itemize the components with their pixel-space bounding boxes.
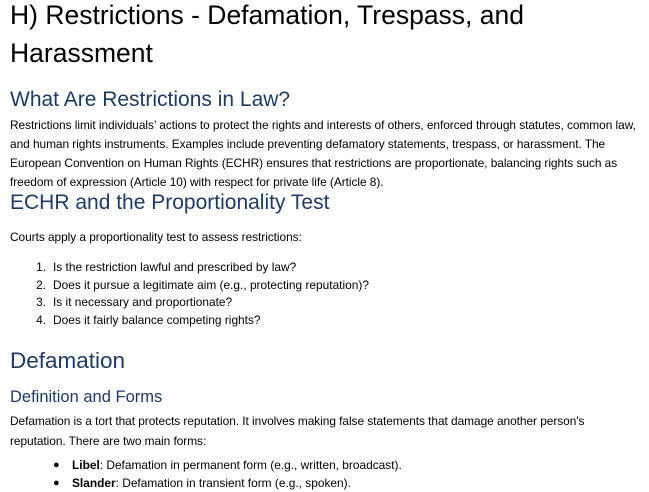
list-item (10, 294, 610, 312)
proportionality-test-list (10, 259, 610, 329)
list-item (10, 475, 610, 492)
list-item-text: Does it fairly balance competing rights? (53, 313, 261, 327)
list-item (10, 277, 610, 295)
section-heading-defamation: Defamation (10, 347, 125, 375)
subsection-heading-definition: Definition and Forms (10, 386, 162, 408)
echr-intro-paragraph: Courts apply a proportionality test to assess restrictions: (10, 228, 302, 247)
term-definition: : Defamation in transient form (e.g., spoken). (116, 476, 351, 490)
list-item-number: 2. (30, 277, 46, 295)
bullet-icon: ● (53, 457, 60, 475)
list-item (10, 312, 610, 330)
section-heading-restrictions: What Are Restrictions in Law? (10, 87, 290, 113)
list-item-text: Does it pursue a legitimate aim (e.g., protecting reputation)? (53, 278, 369, 292)
defamation-paragraph: Defamation is a tort that protects reputation. It involves making false statements that damage another person's reputation. There are two main forms: (10, 411, 636, 451)
list-item-text: Is the restriction lawful and prescribed by law? (53, 260, 296, 274)
page-title-line-2: Harassment (10, 38, 153, 68)
list-item (10, 457, 610, 475)
term-definition: : Defamation in permanent form (e.g., written, broadcast). (100, 458, 402, 472)
list-item (10, 259, 610, 277)
list-item-text: Is it necessary and proportionate? (53, 295, 232, 309)
term-libel: Libel (72, 458, 100, 472)
page-title-line-1: H) Restrictions - Defamation, Trespass, and (10, 0, 524, 30)
list-item-number: 3. (30, 294, 46, 312)
bullet-icon: ● (53, 475, 60, 492)
term-slander: Slander (72, 476, 116, 490)
list-item-number: 4. (30, 312, 46, 330)
section-heading-echr: ECHR and the Proportionality Test (10, 190, 329, 216)
page-title (10, 0, 649, 72)
list-item-number: 1. (30, 259, 46, 277)
restrictions-paragraph: Restrictions limit individuals’ actions to protect the rights and interests of others, enforced through statutes, common law, and human rights instruments. Examples include preventing defamatory statements, trespass, or harassment. The European Convention on Human Rights (ECHR) ensures that restrictions are proportionate, balancing rights such as freedom of expression (Article 10) with respect for private life (Article 8). (10, 116, 636, 192)
